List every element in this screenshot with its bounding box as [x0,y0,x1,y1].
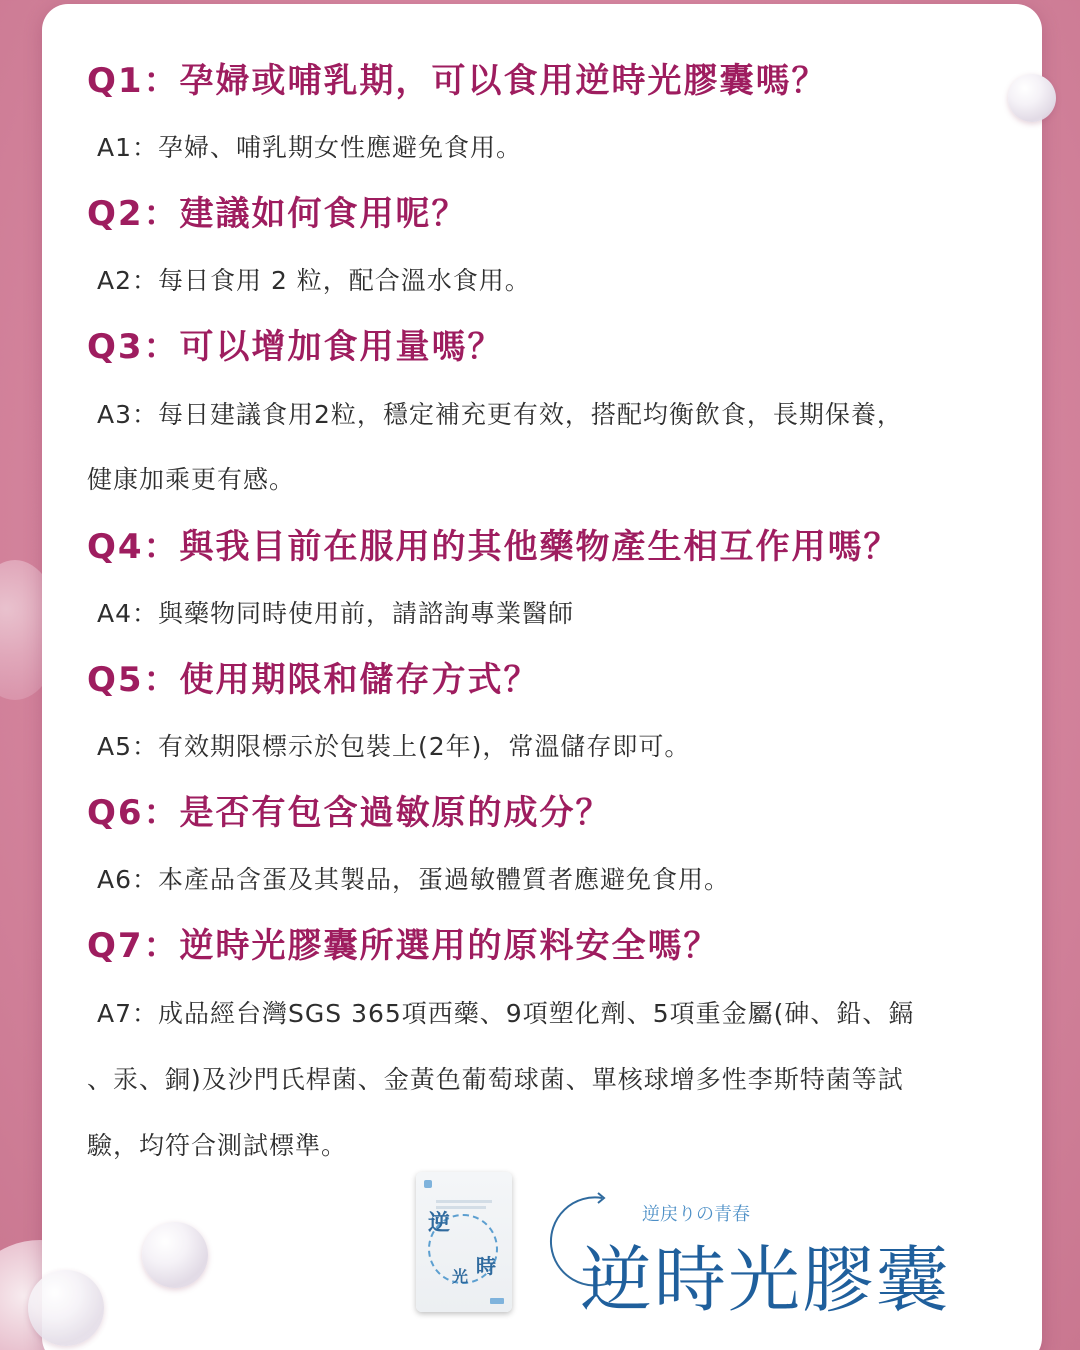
decorative-bubble-bottom-left [142,1222,208,1288]
pack-logo-mark [424,1180,432,1188]
answer-1: A1：孕婦、哺乳期女性應避免食用。 [97,133,523,162]
pack-char-3: 光 [452,1267,469,1286]
answer-3-line-2: 健康加乘更有感。 [87,465,296,494]
question-5: Q5：使用期限和儲存方式？ [87,660,540,700]
answer-4: A4：與藥物同時使用前，請諮詢專業醫師 [97,599,575,628]
question-2: Q2：建議如何食用呢？ [87,194,468,234]
product-pack-image [416,1172,512,1312]
brand-subtitle: 逆戻りの青春 [642,1204,750,1225]
question-4: Q4：與我目前在服用的其他藥物產生相互作用嗎？ [87,527,900,567]
decorative-bubble-top-right [1008,74,1056,122]
answer-7-line-2: 、汞、銅)及沙門氏桿菌、金黃色葡萄球菌、單核球增多性李斯特菌等試 [87,1065,904,1094]
brand-name: 逆時光膠囊 [580,1238,951,1322]
question-7: Q7：逆時光膠囊所選用的原料安全嗎？ [87,926,720,966]
question-6: Q6：是否有包含過敏原的成分？ [87,793,612,833]
answer-2: A2：每日食用 2 粒，配合溫水食用。 [97,266,531,295]
decorative-bubble-bottom-small [28,1270,104,1346]
answer-5: A5：有效期限標示於包裝上(2年)，常溫儲存即可。 [97,732,691,761]
pack-text-line [436,1200,492,1203]
pack-badge [490,1298,504,1304]
answer-7-line-3: 驗，均符合測試標準。 [87,1131,348,1160]
pack-char-1: 逆 [428,1210,451,1236]
question-3: Q3：可以增加食用量嗎？ [87,327,504,367]
question-1: Q1：孕婦或哺乳期，可以食用逆時光膠囊嗎？ [87,61,828,101]
answer-7-line-1: A7：成品經台灣SGS 365項西藥、9項塑化劑、5項重金屬(砷、鉛、鎘 [97,999,915,1028]
pack-char-2: 時 [476,1254,496,1278]
answer-6: A6：本產品含蛋及其製品，蛋過敏體質者應避免食用。 [97,865,731,894]
answer-3-line-1: A3：每日建議食用2粒，穩定補充更有效，搭配均衡飲食，長期保養， [97,400,903,429]
